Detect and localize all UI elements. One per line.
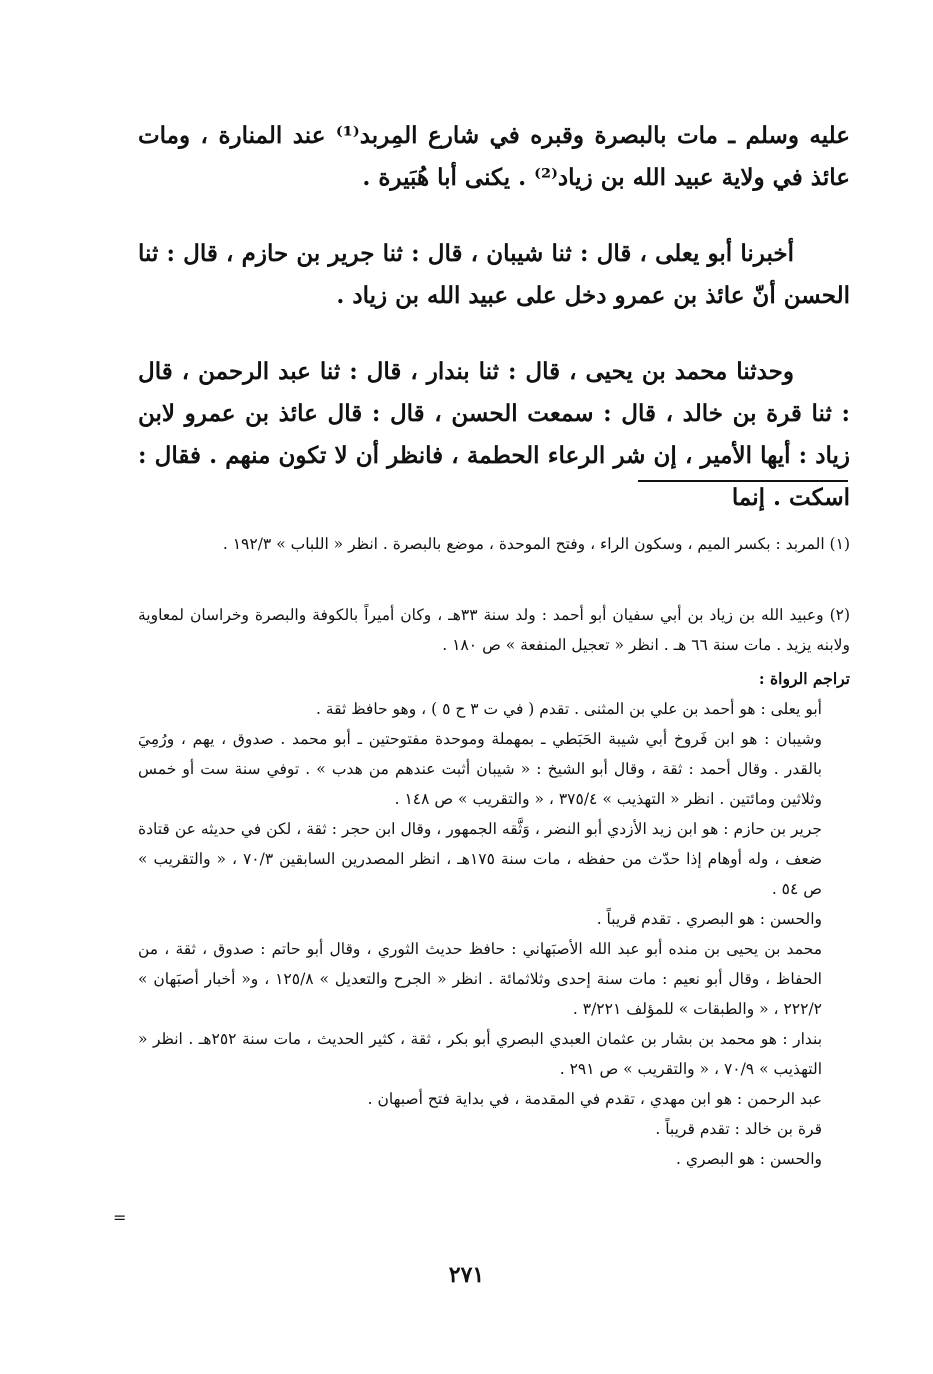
narrators-heading: تراجم الرواة : bbox=[758, 669, 850, 688]
narrator-biographies bbox=[138, 664, 850, 1174]
narrator-jarir: جرير بن حازم : هو ابن زيد الأزدي أبو النضر ، وَثَّقه الجمهور ، وقال ابن حجر : ثقة ، لكن في حديثه عن قتادة ضعف ، وله أوهام إذا حدّث من حفظه ، مات سنة ١٧٥هـ ، انظر المصدرين السابقين ٧٠/٣ ، « والتقريب » ص ٥٤ . bbox=[138, 820, 823, 898]
paragraph-2: أخبرنا أبو يعلى ، قال : ثنا شيبان ، قال : ثنا جرير بن حازم ، قال : ثنا الحسن أنّ عائذ بن عمرو دخل على عبيد الله بن زياد . bbox=[138, 240, 850, 309]
continuation-mark: = bbox=[113, 1208, 127, 1227]
narrator-abd-al-rahman: عبد الرحمن : هو ابن مهدي ، تقدم في المقدمة ، في بداية فتح أصبهان . bbox=[367, 1090, 822, 1108]
narrator-hasan-2: والحسن : هو البصري . bbox=[675, 1150, 822, 1168]
narrator-shayban: وشيبان : هو ابن فَروخ أبي شيبة الحَبَطي ـ بمهملة وموحدة مفتوحتين ـ أبو محمد . صدوق ، يهم ، ورُمِيَ بالقدر . وقال أحمد : ثقة ، وقال أبو الشيخ : « شيبان أثبت عندهم من هدب » . توفي سنة ست أو خمس وثلاثين ومائتين . انظر « التهذيب » ٣٧٥/٤ ، « والتقريب » ص ١٤٨ . bbox=[138, 730, 822, 808]
paragraph-1: عليه وسلم ـ مات بالبصرة وقبره في شارع المِربد⁽¹⁾ عند المنارة ، ومات عائذ في ولاية عبيد الله بن زياد⁽²⁾ . يكنى أبا هُبَيرة . bbox=[138, 122, 850, 191]
narrator-qurra: قرة بن خالد : تقدم قريباً . bbox=[655, 1120, 822, 1138]
narrator-hasan: والحسن : هو البصري . تقدم قريباً . bbox=[596, 910, 822, 928]
narrator-bundar: بندار : هو محمد بن بشار بن عثمان العبدي البصري أبو بكر ، ثقة ، كثير الحديث ، مات سنة ٢٥٢هـ . انظر « التهذيب » ٧٠/٩ ، « والتقريب » ص ٢٩١ . bbox=[138, 1030, 823, 1078]
narrator-abu-yaala: أبو يعلى : هو أحمد بن علي بن المثنى . تقدم ( في ت ٣ ح ٥ ) ، وهو حافظ ثقة . bbox=[315, 700, 822, 718]
footnote-separator bbox=[638, 480, 848, 482]
narrator-muhammad-bin-yahya: محمد بن يحيى بن منده أبو عبد الله الأصبَهاني : حافظ حديث الثوري ، وقال أبو حاتم : صدوق ، ثقة ، من الحفاظ ، وقال أبو نعيم : مات سنة إحدى وثلاثمائة . انظر « الجرح والتعديل » ١٢٥/٨ ، و« أخبار أصبَهان » ٢٢٢/٢ ، « والطبقات » للمؤلف ٣/٢٢١ . bbox=[138, 940, 822, 1018]
paragraph-3: وحدثنا محمد بن يحيى ، قال : ثنا بندار ، قال : ثنا عبد الرحمن ، قال : ثنا قرة بن خالد ، قال : سمعت الحسن ، قال : قال عائذ بن عمرو لابن زياد : أيها الأمير ، إن شر الرعاء الحطمة ، فانظر أن لا تكون منهم . فقال : اسكت . إنما bbox=[138, 358, 850, 511]
footnote-1: (١) المربد : بكسر الميم ، وسكون الراء ، وفتح الموحدة ، موضع بالبصرة . انظر « اللباب » ١٩٢/٣ . bbox=[222, 534, 850, 553]
page-number: ٢٧١ bbox=[448, 1262, 485, 1288]
footnote-2: (٢) وعبيد الله بن زياد بن أبي سفيان أبو أحمد : ولد سنة ٣٣هـ ، وكان أميراً بالكوفة والبصرة وخراسان لمعاوية ولابنه يزيد . مات سنة ٦٦ هـ . انظر « تعجيل المنفعة » ص ١٨٠ . bbox=[138, 605, 851, 654]
